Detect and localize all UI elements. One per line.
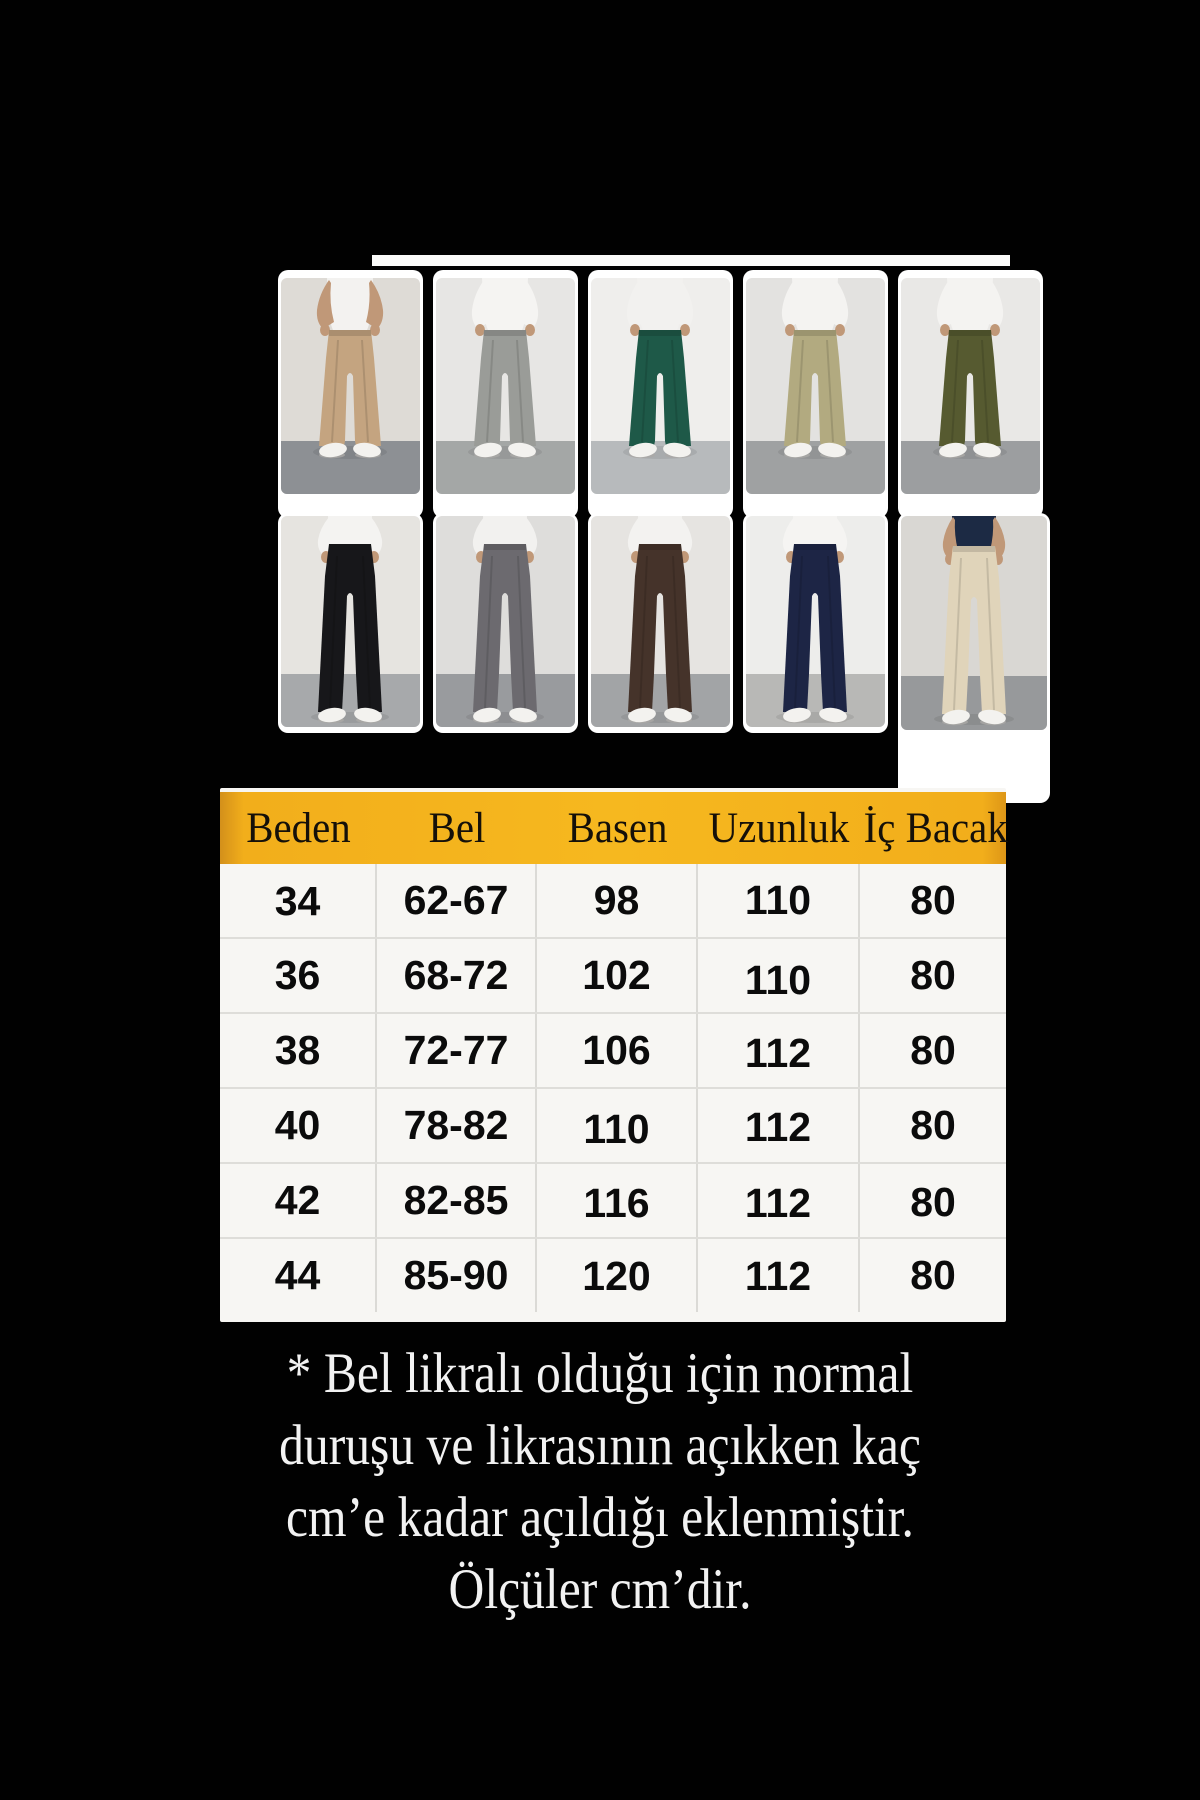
pants-photo-illustration xyxy=(436,278,575,494)
pants-photo-illustration xyxy=(746,278,885,494)
product-photo-anthracite xyxy=(433,513,578,733)
pants-photo-illustration xyxy=(901,278,1040,494)
cell-uzunluk: 112 xyxy=(698,1089,860,1162)
pants-photo-illustration xyxy=(436,516,575,727)
product-photo-grid xyxy=(0,0,1200,800)
cell-basen: 116 xyxy=(537,1164,698,1237)
cell-uzunluk: 110 xyxy=(698,939,860,1012)
size-table xyxy=(220,788,1006,1322)
cell-uzunluk: 110 xyxy=(698,864,860,937)
column-header-uzunluk: Uzunluk xyxy=(708,804,850,852)
cell-basen: 98 xyxy=(537,864,698,937)
cell-bel: 85-90 xyxy=(377,1239,537,1312)
size-row-38 xyxy=(220,1014,1006,1089)
cell-bel: 62-67 xyxy=(377,864,537,937)
cell-bel: 82-85 xyxy=(377,1164,537,1237)
pants-photo-illustration xyxy=(591,516,730,727)
cell-basen: 120 xyxy=(537,1239,698,1312)
product-photo-cream xyxy=(898,513,1050,803)
cell-ic-bacak: 80 xyxy=(910,952,956,998)
cell-basen: 110 xyxy=(537,1089,698,1162)
cell-uzunluk: 112 xyxy=(698,1164,860,1237)
size-table-header xyxy=(220,792,1006,864)
column-header-ic-bacak: İç Bacak xyxy=(863,804,1008,852)
cell-bel: 78-82 xyxy=(377,1089,537,1162)
product-photo-gray xyxy=(433,270,578,518)
cell-beden: 38 xyxy=(220,1014,377,1087)
size-note xyxy=(0,1338,1200,1626)
cell-beden: 40 xyxy=(220,1089,377,1162)
cell-ic-bacak: 80 xyxy=(910,1252,956,1298)
product-photo-brown xyxy=(588,513,733,733)
cell-ic-bacak: 80 xyxy=(910,1102,956,1148)
cell-beden: 34 xyxy=(220,864,377,937)
cell-uzunluk: 112 xyxy=(698,1239,860,1312)
cell-beden: 42 xyxy=(220,1164,377,1237)
cell-beden: 36 xyxy=(220,939,377,1012)
cell-basen: 106 xyxy=(537,1014,698,1087)
pants-photo-illustration xyxy=(281,278,420,494)
size-row-44 xyxy=(220,1239,1006,1312)
size-row-42 xyxy=(220,1164,1006,1239)
size-row-34 xyxy=(220,864,1006,939)
cell-ic-bacak: 80 xyxy=(910,877,956,923)
product-photo-dark-green xyxy=(588,270,733,518)
cell-basen: 102 xyxy=(537,939,698,1012)
column-header-basen: Basen xyxy=(567,804,668,852)
pants-photo-illustration xyxy=(901,516,1047,730)
note-line-4: Ölçüler cm’dir. xyxy=(448,1558,752,1621)
product-photo-khaki xyxy=(743,270,888,518)
cell-beden: 44 xyxy=(220,1239,377,1312)
note-line-3: cm’e kadar açıldığı eklenmiştir. xyxy=(286,1486,914,1549)
size-row-40 xyxy=(220,1089,1006,1164)
product-photo-olive xyxy=(898,270,1043,518)
cell-bel: 72-77 xyxy=(377,1014,537,1087)
pants-photo-illustration xyxy=(746,516,885,727)
pants-photo-illustration xyxy=(591,278,730,494)
column-header-bel: Bel xyxy=(428,804,486,852)
note-line-2: duruşu ve likrasının açıkken kaç xyxy=(279,1414,921,1477)
pants-photo-illustration xyxy=(281,516,420,727)
product-photo-black xyxy=(278,513,423,733)
note-line-1: * Bel likralı olduğu için normal xyxy=(286,1342,914,1405)
size-row-36 xyxy=(220,939,1006,1014)
product-photo-navy xyxy=(743,513,888,733)
collage-white-band xyxy=(372,255,1010,266)
cell-ic-bacak: 80 xyxy=(910,1027,956,1073)
cell-bel: 68-72 xyxy=(377,939,537,1012)
product-photo-beige xyxy=(278,270,423,518)
cell-ic-bacak: 80 xyxy=(910,1179,956,1225)
column-header-beden: Beden xyxy=(246,804,351,852)
cell-uzunluk: 112 xyxy=(698,1014,860,1087)
